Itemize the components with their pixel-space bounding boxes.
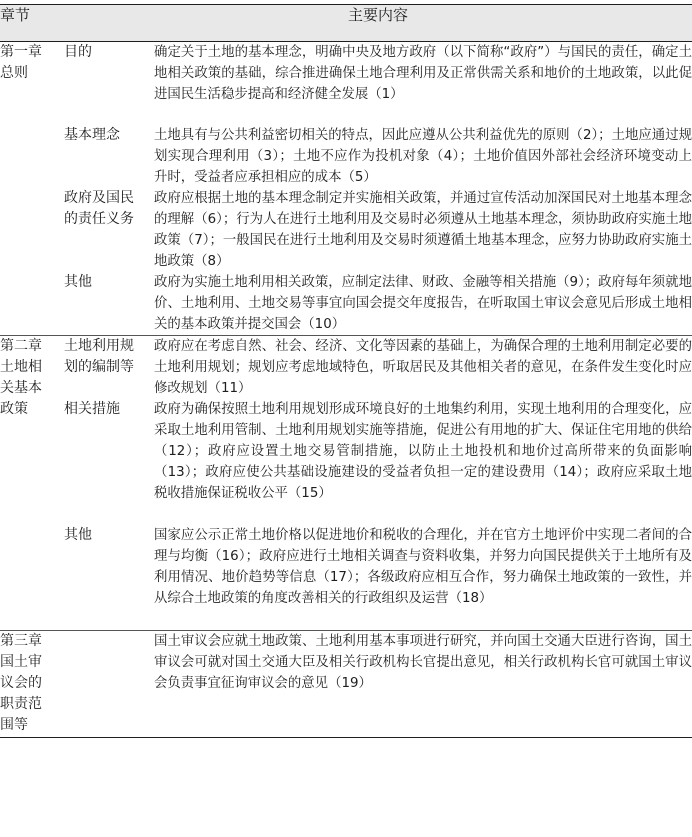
section-label: 相关措施	[64, 401, 120, 417]
section-label: 基本理念	[64, 127, 120, 143]
table-row	[0, 336, 692, 400]
section-text: 政府应在考虑自然、社会、经济、文化等因素的基础上，为确保合理的土地利用制定必要的土地利用规划；规划应考虑地域特色，听取居民及其他相关者的意见，在条件发生变化时应修改规划（11）	[154, 336, 692, 400]
section-text: 国土审议会应就土地政策、土地利用基本事项进行研究，并向国土交通大臣进行咨询，国土审议会可就对国土交通大臣及相关行政机构长官提出意见，相关行政机构长官可就国土审议会负责事宜征询审议会的意见（19）	[154, 631, 692, 738]
table-row	[0, 272, 692, 336]
section-label: 目的	[64, 44, 92, 60]
section-text: 政府为确保按照土地利用规划形成环境良好的土地集约利用，实现土地利用的合理变化，应采取土地利用管制、土地利用规划实施等措施，促进公有用地的扩大、保证住宅用地的供给（12）；政府应设置土地交易管制措施，以防止土地投机和地价过高所带来的负面影响（13）；政府应使公共基础设施建设的受益者负担一定的建设费用（14）；政府应采取土地税收措施保证税收公平（15）	[154, 402, 692, 501]
section-text: 确定关于土地的基本理念，明确中央及地方政府（以下简称“政府”）与国民的责任，确定土地相关政策的基础，综合推进确保土地合理利用及正常供需关系和地价的土地政策，以此促进国民生活稳步提高和经济健全发展（1）	[154, 42, 692, 126]
section-text: 政府应根据土地的基本理念制定并实施相关政策，并通过宣传活动加深国民对土地基本理念的理解（6）；行为人在进行土地利用及交易时必须遵从土地基本理念，须协助政府实施土地政策（7）；一般国民在进行土地利用及交易时须遵循土地基本理念，应努力协助政府实施土地政策（8）	[154, 191, 692, 269]
chapter-title: 第二章土地相关基本政策	[0, 338, 42, 417]
section-label: 其他	[64, 527, 92, 543]
chapter-title: 第一章总则	[0, 44, 42, 81]
table-header-row	[0, 5, 692, 42]
section-text: 政府为实施土地利用相关政策，应制定法律、财政、金融等相关措施（9）；政府每年须就地价、土地利用、土地交易等事宜向国会提交年度报告，在听取国土审议会意见后形成土地相关的基本政策并提交国会（10）	[154, 275, 692, 332]
table-row	[0, 525, 692, 631]
section-label: 政府及国民的责任义务	[64, 190, 134, 227]
header-content: 主要内容	[64, 5, 692, 42]
section-label: 其他	[64, 274, 92, 290]
table-row	[0, 42, 692, 126]
chapter-title: 第三章国土审议会的职责范围等	[0, 633, 42, 733]
table-row	[0, 399, 692, 525]
table-row	[0, 631, 692, 738]
section-text: 国家应公示正常土地价格以促进地价和税收的合理化，并在官方土地评价中实现二者间的合理与均衡（16）；政府应进行土地相关调查与资料收集，并努力向国民提供关于土地所有及利用情况、地价趋势等信息（17）；各级政府应相互合作，努力确保土地政策的一致性，并从综合土地政策的角度改善相关的行政组织及运营（18）	[154, 528, 692, 606]
section-text: 土地具有与公共利益密切相关的特点，因此应遵从公共利益优先的原则（2）；土地应通过规划实现合理利用（3）；土地不应作为投机对象（4）；土地价值因外部社会经济环境变动上升时，受益者应承担相应的成本（5）	[154, 128, 692, 185]
table-row	[0, 188, 692, 272]
section-label: 土地利用规划的编制等	[64, 338, 134, 375]
table-row	[0, 125, 692, 188]
header-chapter: 章节	[0, 5, 64, 42]
land-law-summary-table	[0, 4, 692, 738]
